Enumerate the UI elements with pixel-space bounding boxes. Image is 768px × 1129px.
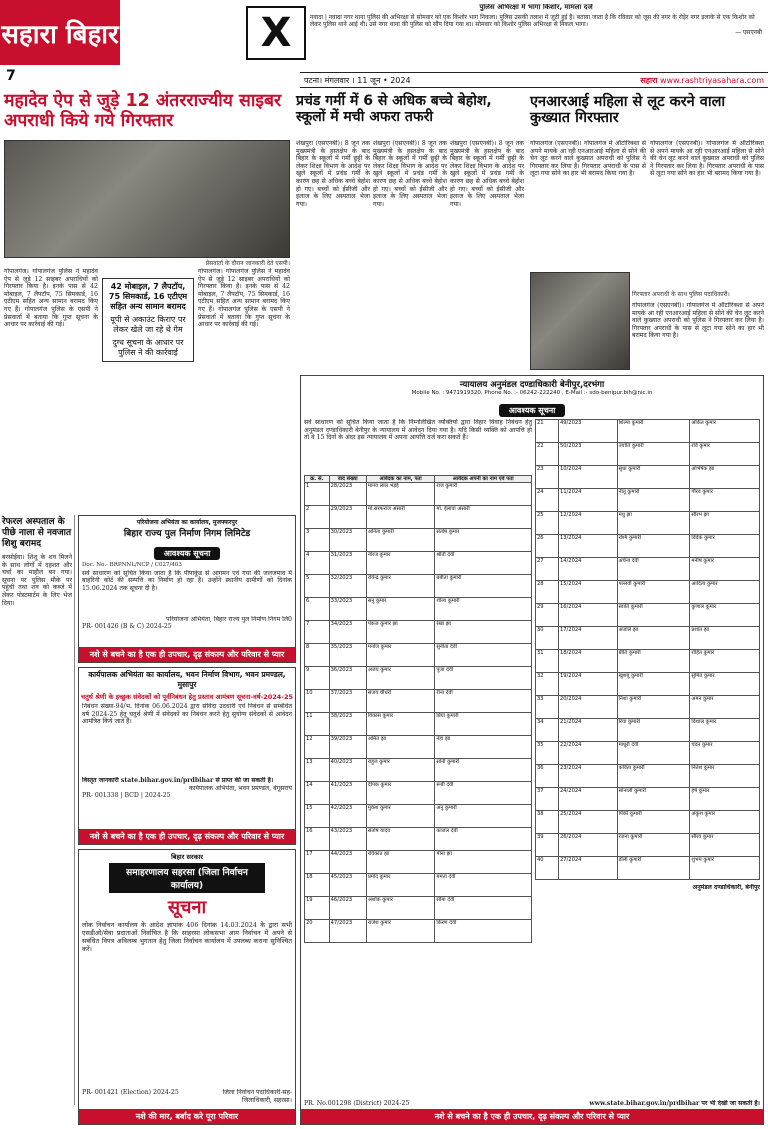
col-serial: क्र. सं. bbox=[305, 476, 330, 483]
notice-building-dept bbox=[78, 667, 296, 845]
notice2-pill: चतुर्थ श्रेणी के इच्छुक संवेदकों को पूर्वनिबंधन हेतु प्रस्ताव आमंत्रण सूचना-वर्ष-2024-25 bbox=[80, 693, 294, 701]
notice3-org: समाहरणालय सहरसा (जिला निर्वाचन कार्यालय) bbox=[109, 863, 265, 893]
table-cell: 1 bbox=[305, 483, 330, 506]
table-cell: 40 bbox=[536, 857, 559, 880]
court-table-right bbox=[535, 419, 760, 880]
table-row bbox=[305, 736, 532, 759]
table-cell: 31 bbox=[536, 650, 559, 673]
table-cell: हर्ष कुमार bbox=[690, 788, 760, 811]
court-contact: Mobile No. : 9471919320, Phone No. :- 06242-222240 , E-Mail :- sdo-benipur.bih@nic.in bbox=[411, 390, 653, 396]
table-row bbox=[305, 920, 532, 943]
table-cell: 19/2024 bbox=[558, 673, 617, 696]
court-marriage-notice bbox=[300, 375, 764, 1125]
left-story-photo bbox=[4, 140, 290, 258]
table-cell: रवि कुमार bbox=[690, 443, 760, 466]
table-row bbox=[536, 581, 760, 604]
table-row bbox=[305, 874, 532, 897]
table-cell: 42/2023 bbox=[329, 805, 366, 828]
table-cell: 36/2023 bbox=[329, 667, 366, 690]
table-cell: 15/2024 bbox=[558, 581, 617, 604]
table-cell: 27 bbox=[536, 558, 559, 581]
table-row bbox=[305, 897, 532, 920]
pullquote-line-3: दुग्ध सूचना के आधार पर पुलिस ने की कार्रवाई bbox=[112, 338, 184, 357]
middle-story-headline: प्रचंड गर्मी में 6 से अधिक बच्चे बेहोश, स्कूलों में मची अफरा तफरी bbox=[296, 93, 492, 125]
left-story-pullquote bbox=[102, 278, 194, 362]
court-table-left bbox=[304, 475, 532, 943]
table-cell: 45/2023 bbox=[329, 874, 366, 897]
table-cell: 10 bbox=[305, 690, 330, 713]
pullquote-line-1: 42 मोबाइल, 7 लैपटॉप, 75 सिमकार्ड, 16 एटीएम सहित अन्य सामान बरामद bbox=[108, 282, 188, 311]
table-row bbox=[536, 443, 760, 466]
table-row bbox=[536, 788, 760, 811]
table-cell: 6 bbox=[305, 598, 330, 621]
table-cell: ममता देवी bbox=[435, 874, 532, 897]
table-cell: 2 bbox=[305, 506, 330, 529]
table-cell: अजय कुमार bbox=[366, 667, 435, 690]
table-row bbox=[536, 558, 760, 581]
table-cell: रविन्द्र कुमार bbox=[366, 575, 435, 598]
table-row bbox=[305, 667, 532, 690]
table-cell: स्वाति कुमारी bbox=[617, 604, 690, 627]
table-cell: 37/2023 bbox=[329, 690, 366, 713]
table-cell: अशोक कुमार bbox=[366, 897, 435, 920]
side-column bbox=[0, 515, 75, 1105]
table-cell: राहुल कुमार bbox=[366, 759, 435, 782]
table-cell: 37 bbox=[536, 788, 559, 811]
table-cell: डॉली कुमारी bbox=[617, 857, 690, 880]
table-cell: 17/2024 bbox=[558, 627, 617, 650]
table-cell: 13/2024 bbox=[558, 535, 617, 558]
table-cell: 28 bbox=[536, 581, 559, 604]
table-cell: प्रशांत झा bbox=[690, 627, 760, 650]
table-row bbox=[536, 604, 760, 627]
notice3-footer: नशे की मार, बर्बाद करे पूरा परिवार bbox=[79, 1109, 295, 1124]
table-cell: सुमित कुमार bbox=[690, 673, 760, 696]
table-row bbox=[536, 627, 760, 650]
table-row bbox=[536, 719, 760, 742]
notice1-org: बिहार राज्य पुल निर्माण निगम लिमिटेड bbox=[123, 529, 251, 539]
notice-bridge-corp bbox=[78, 515, 296, 663]
table-cell: मनीष कुमार bbox=[690, 558, 760, 581]
notice1-footer: नशे से बचने का है एक ही उपचार, दृढ़ संकल्प और परिवार से प्यार bbox=[79, 647, 295, 662]
table-row bbox=[536, 857, 760, 880]
table-cell: दीपक कुमार bbox=[366, 782, 435, 805]
table-cell: सौरभ झा bbox=[690, 512, 760, 535]
table-cell: सीमा देवी bbox=[435, 897, 532, 920]
side-column-title: रेफरल अस्पताल के पीछे नाला से नवजात शिशु बरामद bbox=[2, 517, 72, 549]
table-cell: नीरज कुमार bbox=[366, 552, 435, 575]
table-cell: रिया कुमारी bbox=[617, 719, 690, 742]
table-cell: 46/2023 bbox=[329, 897, 366, 920]
table-cell: 49/2023 bbox=[558, 420, 617, 443]
top-strip-heading: पुलिस अभिरक्षा में भागा किशोर, मामला दर्ज bbox=[479, 4, 593, 11]
table-cell: 21 bbox=[536, 420, 559, 443]
right-story-headline: एनआरआई महिला से लूट करने वाला कुख्यात गिरफ्तार bbox=[530, 94, 726, 127]
table-row bbox=[536, 420, 760, 443]
table-cell: 39 bbox=[536, 834, 559, 857]
table-cell: अमित झा bbox=[366, 736, 435, 759]
table-cell: मीना झा bbox=[435, 851, 532, 874]
table-cell: श्रीती देवी bbox=[435, 552, 532, 575]
table-cell: 22 bbox=[536, 443, 559, 466]
table-row bbox=[536, 696, 760, 719]
table-cell: 24/2024 bbox=[558, 788, 617, 811]
table-cell: 43/2023 bbox=[329, 828, 366, 851]
notice-election-office bbox=[78, 849, 296, 1125]
table-cell: 38 bbox=[536, 811, 559, 834]
folio-bar bbox=[300, 72, 768, 88]
notice2-org: कार्यपालक अभियंता का कार्यालय, भवन निर्माण विभाग, भवन प्रमण्डल, मुसापुर bbox=[88, 670, 286, 689]
table-row bbox=[536, 489, 760, 512]
right-story-photo bbox=[530, 272, 630, 370]
table-row bbox=[305, 805, 532, 828]
table-cell: 23 bbox=[536, 466, 559, 489]
table-cell: 31/2023 bbox=[329, 552, 366, 575]
right-story-caption: गिरफ्तार अपराधी के साथ पुलिस पदाधिकारी। bbox=[632, 291, 730, 298]
table-cell: पूजा देवी bbox=[435, 667, 532, 690]
table-cell: अभिषेक झा bbox=[690, 466, 760, 489]
table-cell: 25 bbox=[536, 512, 559, 535]
table-row bbox=[536, 673, 760, 696]
table-cell: मधु झा bbox=[617, 512, 690, 535]
table-row bbox=[305, 621, 532, 644]
table-cell: 16 bbox=[305, 828, 330, 851]
table-cell: 47/2023 bbox=[329, 920, 366, 943]
table-cell: 29/2023 bbox=[329, 506, 366, 529]
table-row bbox=[536, 650, 760, 673]
table-cell: 29 bbox=[536, 604, 559, 627]
table-cell: संजय चौधरी bbox=[366, 690, 435, 713]
table-row bbox=[536, 742, 760, 765]
court-footer: नशे से बचने का है एक ही उपचार, दृढ़ संकल्प और परिवार से प्यार bbox=[301, 1109, 763, 1124]
table-cell: 14/2024 bbox=[558, 558, 617, 581]
table-cell: बबीता कुमारी bbox=[435, 575, 532, 598]
table-cell: 20/2024 bbox=[558, 696, 617, 719]
table-cell: 30/2023 bbox=[329, 529, 366, 552]
table-cell: नीतू कुमारी bbox=[617, 489, 690, 512]
table-cell: 26 bbox=[536, 535, 559, 558]
table-cell: रूबी देवी bbox=[435, 782, 532, 805]
notice3-text: लोक निर्वाचन कार्यालय के आदेश ज्ञापांक 406 दिनांक 14.03.2024 के द्वारा सभी एसडीओ/सेवा प्रदाताओं निर्वाचित है कि साहरसा लोकसभा आम निर्वाचन में अपने से सबंधित विपत्र अविलम्ब भुगतान हेतु जिला निर्वाचन कार्यालय में उपलब्ध कराना सुनिश्चित करें। bbox=[82, 921, 292, 953]
top-strip-text: नवादा | नवादा नगर थाना पुलिस की अभिरक्षा से सोमवार को एक किशोर भाग निकला। पुलिस उसकी तलाश में जुटी हुई है। बताया जाता है कि रविवार को जूस की नगर के रोड़ेर नगर इलाके से एक किशोर को लेकर पुलिस थाने आई थी। उसे नगर थाना की पुलिस को सौंप दिया गया था। सोमवार को किशोर पुलिस अभिरक्षा से निकल भागा। bbox=[310, 13, 755, 28]
masthead-logo: सहारा बिहार bbox=[0, 0, 120, 65]
notice1-pr: PR- 001426 (B & C) 2024-25 bbox=[82, 623, 172, 631]
table-cell: 20 bbox=[305, 920, 330, 943]
table-cell: 34 bbox=[536, 719, 559, 742]
table-cell: माधुरी देवी bbox=[617, 742, 690, 765]
table-cell: 10/2024 bbox=[558, 466, 617, 489]
table-cell: विकास कुमार bbox=[366, 713, 435, 736]
table-cell: 38/2023 bbox=[329, 713, 366, 736]
table-cell: शिल्पा कुमारी bbox=[617, 420, 690, 443]
table-cell: 41/2023 bbox=[329, 782, 366, 805]
table-row bbox=[305, 506, 532, 529]
notice2-url-note: विस्तृत जानकारी state.bihar.gov.in/prdbihar से प्राप्त की जा सकती है। bbox=[82, 777, 274, 784]
table-cell: 32 bbox=[536, 673, 559, 696]
table-cell: 35 bbox=[536, 742, 559, 765]
court-pr: PR. No.001298 (District) 2024-25 bbox=[304, 1100, 410, 1108]
table-row bbox=[305, 552, 532, 575]
notice3-sign: जिला निर्वाचन पदाधिकारी-सह-जिलाधिकारी, सहरसा। bbox=[222, 1089, 292, 1104]
notice1-text: सर्व साधारण को सूचित किया जाता है कि पीपाकुंड से आगमन एवं गया की जलजमाव में बाहरिनी कोर्ट की सम्पत्ति का निर्माण हो रहा है। उन्होंने स्थानीय ग्रामीणों को दिनांक 15.06.2024 तक सूचना दी है। bbox=[82, 569, 292, 592]
table-cell: राजेश कुमार bbox=[366, 920, 435, 943]
court-url-note: www.state.bihar.gov.in/prdbihar पर भी देखी जा सकती है। bbox=[589, 1100, 760, 1108]
table-cell: शुभम कुमार bbox=[690, 857, 760, 880]
table-cell: 32/2023 bbox=[329, 575, 366, 598]
table-cell: 25/2024 bbox=[558, 811, 617, 834]
table-cell: 21/2024 bbox=[558, 719, 617, 742]
table-row bbox=[305, 575, 532, 598]
court-pill: आवश्यक सूचना bbox=[499, 404, 566, 417]
table-cell: 50/2023 bbox=[558, 443, 617, 466]
table-cell: 39/2023 bbox=[329, 736, 366, 759]
table-cell: गौरव कुमार bbox=[690, 489, 760, 512]
notice1-sign: परियोजना अभियंता, बिहार राज्य पुल निर्माण निगम लि0 bbox=[166, 615, 292, 623]
table-cell: विवेक कुमार bbox=[690, 535, 760, 558]
table-cell: सनु कुमार bbox=[366, 598, 435, 621]
table-cell: सुनीता देवी bbox=[435, 644, 532, 667]
table-row bbox=[305, 782, 532, 805]
table-cell: 22/2024 bbox=[558, 742, 617, 765]
pullquote-line-2: यूपी से अकाउंट किराए पर लेकर खेले जा रहे थे गेम bbox=[110, 315, 186, 334]
table-row bbox=[305, 828, 532, 851]
notice3-gov: बिहार सरकार bbox=[171, 853, 203, 861]
table-cell: 14 bbox=[305, 782, 330, 805]
top-strip-byline: — एसएनबी bbox=[735, 28, 762, 36]
table-cell: रीना देवी bbox=[435, 690, 532, 713]
table-row bbox=[305, 713, 532, 736]
table-row bbox=[536, 765, 760, 788]
table-cell: पिंकी कुमारी bbox=[617, 811, 690, 834]
table-cell: 4 bbox=[305, 552, 330, 575]
table-cell: कुणाल कुमार bbox=[690, 604, 760, 627]
table-row bbox=[305, 483, 532, 506]
table-cell: मो.सरफराज अंसारी bbox=[366, 506, 435, 529]
notice2-pr: PR- 001338 | BCD | 2024-25 bbox=[82, 792, 171, 800]
table-cell: 3 bbox=[305, 529, 330, 552]
left-story-body-cont: गोपालगंज। गोपालगंज पुलिस ने महादेव ऐप से जुड़े 12 साइबर अपराधियों को गिरफ्तार किया है। इनके पास से 42 मोबाइल, 7 लैपटॉप, 75 सिमकार्ड, 16 एटीएम सहित अन्य सामान बरामद किए गए हैं। गोपालगंज पुलिस के एसपी ने प्रेसवार्ता में बताया कि गुप्त सूचना के आधार पर कार्रवाई की गई। bbox=[198, 268, 290, 329]
table-cell: नेहा झा bbox=[435, 736, 532, 759]
top-strip-story bbox=[310, 4, 762, 62]
page-number: 7 bbox=[6, 68, 16, 84]
table-cell: 8 bbox=[305, 644, 330, 667]
table-cell: सुधा कुमारी bbox=[617, 466, 690, 489]
table-cell: प्रिया कुमारी bbox=[435, 713, 532, 736]
notice3-title: सूचना bbox=[167, 897, 207, 918]
table-cell: सोनाली कुमारी bbox=[617, 788, 690, 811]
table-cell: 19 bbox=[305, 897, 330, 920]
table-cell: 44/2023 bbox=[329, 851, 366, 874]
table-cell: काजल देवी bbox=[435, 828, 532, 851]
right-story-body-1: गोपालगंज (एसएनबी)। गोपालगंज में ऑटोरिक्शा से अपने मायके आ रही एनआरआई महिला से सोने की चेन लूट करने वाले कुख्यात अपराधी को पुलिस ने गिरफ्तार कर लिया है। गिरफ्तार अपराधी के पास से लूटा गया सोने का हार भी बरामद किया गया है। bbox=[530, 140, 646, 178]
left-story-caption: प्रेसवार्ता के दौरान जानकारी देते एसपी। bbox=[205, 260, 290, 267]
table-row bbox=[536, 512, 760, 535]
table-cell: 28/2023 bbox=[329, 483, 366, 506]
table-cell: 23/2024 bbox=[558, 765, 617, 788]
table-cell: चंदन कुमार bbox=[690, 742, 760, 765]
notice2-sign: कार्यपालक अभियंता, भवन प्रमण्डल, बेगूसराय bbox=[188, 784, 292, 792]
table-cell: मनोज कुमार bbox=[366, 644, 435, 667]
table-cell: नितेश कुमार bbox=[690, 765, 760, 788]
right-story-body-2: गोपालगंज (एसएनबी)। गोपालगंज में ऑटोरिक्शा से अपने मायके आ रही एनआरआई महिला से सोने की चेन लूट करने वाले कुख्यात अपराधी को पुलिस ने गिरफ्तार कर लिया है। गिरफ्तार अपराधी के पास से लूटा गया सोने का हार भी बरामद किया गया है। bbox=[650, 140, 764, 178]
table-cell: 27/2024 bbox=[558, 857, 617, 880]
table-cell: रश्मि कुमारी bbox=[617, 535, 690, 558]
table-cell: प्रीति कुमारी bbox=[617, 650, 690, 673]
notice1-pill: आवश्यक सूचना bbox=[154, 547, 221, 560]
table-row bbox=[536, 466, 760, 489]
table-cell: रेखा झा bbox=[435, 621, 532, 644]
col-spouse: आवेदक अपनी का नाम एवं पता bbox=[435, 476, 532, 483]
middle-story-body-3: शेखपुरा (एसएनबी)। 8 जून तक मुख्यमंत्री के हस्तक्षेप के बाद बिहार के स्कूलों में गर्मी छुट्टी के लेकर शिक्षा विभाग के आदेश पर खुले स्कूलों में प्रचंड गर्मी के कारण छह से अधिक बच्चे बेहोश हो गए। बच्चों को ईसीजी और इलाज के लिए अस्पताल भेजा गया। bbox=[450, 140, 524, 208]
table-row bbox=[305, 598, 532, 621]
table-row bbox=[536, 834, 760, 857]
table-cell: 16/2024 bbox=[558, 604, 617, 627]
table-cell: अमन कुमार bbox=[690, 696, 760, 719]
table-cell: 5 bbox=[305, 575, 330, 598]
table-cell: 9 bbox=[305, 667, 330, 690]
middle-story-body-1: शेखपुरा (एसएनबी)। 8 जून तक मुख्यमंत्री के हस्तक्षेप के बाद बिहार के स्कूलों में गर्मी छुट्टी के लेकर शिक्षा विभाग के आदेश पर खुले स्कूलों में प्रचंड गर्मी के कारण छह से अधिक बच्चे बेहोश हो गए। बच्चों को ईसीजी और इलाज के लिए अस्पताल भेजा गया। bbox=[296, 140, 370, 208]
table-cell: 26/2024 bbox=[558, 834, 617, 857]
table-cell: पल्लवी कुमारी bbox=[617, 581, 690, 604]
table-cell: अनिता कुमारी bbox=[366, 529, 435, 552]
notice2-text: निबंधन संख्या-94/भ. दिनांक 06.06.2024 द्वारा संविदा उदधारी एवं निबंधन से सम्बंधित वर्ष 2024-25 हेतु चतुर्थ श्रेणी में संवेदकों का निबंधन करने हेतु सुयोग्य संवेदकों से आवेदन आमंत्रित किये जाते हैं। bbox=[82, 703, 292, 726]
table-cell: 33/2023 bbox=[329, 598, 366, 621]
table-cell: संतोष यादव bbox=[366, 828, 435, 851]
table-cell: खुशबू कुमारी bbox=[617, 673, 690, 696]
table-cell: अनु कुमारी bbox=[435, 805, 532, 828]
table-cell: 40/2023 bbox=[329, 759, 366, 782]
table-row bbox=[305, 851, 532, 874]
table-cell: 30 bbox=[536, 627, 559, 650]
table-cell: मो. ईलावा अंसारी bbox=[435, 506, 532, 529]
court-org: न्यायालय अनुमंडल दण्डाधिकारी बेनीपुर,दरभंगा bbox=[459, 380, 605, 390]
table-cell: 24 bbox=[536, 489, 559, 512]
table-row bbox=[536, 811, 760, 834]
court-sign: अनुमंडल दण्डाधिकारी, बेनीपुर bbox=[692, 884, 760, 891]
table-cell: 7 bbox=[305, 621, 330, 644]
table-cell: रोहित कुमार bbox=[690, 650, 760, 673]
notice1-ref: Doc. No.- BRPNNL/NCP / C027/403 bbox=[82, 562, 182, 568]
table-cell: 35/2023 bbox=[329, 644, 366, 667]
table-cell: 33 bbox=[536, 696, 559, 719]
table-cell: 18 bbox=[305, 874, 330, 897]
table-row bbox=[305, 690, 532, 713]
table-cell: मुकेश कुमार bbox=[366, 805, 435, 828]
table-cell: सौरव कुमार bbox=[690, 834, 760, 857]
table-cell: 18/2024 bbox=[558, 650, 617, 673]
table-cell: 12 bbox=[305, 736, 330, 759]
table-cell: 13 bbox=[305, 759, 330, 782]
col-applicant: आवेदक का नाम, पता bbox=[366, 476, 435, 483]
table-cell: आदित्य कुमार bbox=[690, 581, 760, 604]
table-row bbox=[305, 644, 532, 667]
col-case: वाद संख्या bbox=[329, 476, 366, 483]
right-story-body-3: गोपालगंज (एसएनबी)। गोपालगंज में ऑटोरिक्शा से अपने मायके आ रही एनआरआई महिला से सोने की चेन लूट करने वाले कुख्यात अपराधी को पुलिस ने गिरफ्तार कर लिया है। गिरफ्तार अपराधी के पास से लूटा गया सोने का हार भी बरामद किया गया है। bbox=[632, 302, 764, 340]
table-cell: निशा कुमारी bbox=[617, 696, 690, 719]
table-cell: किरण देवी bbox=[435, 920, 532, 943]
left-story-body: गोपालगंज। गोपालगंज पुलिस ने महादेव ऐप से जुड़े 12 साइबर अपराधियों को गिरफ्तार किया है। इनके पास से 42 मोबाइल, 7 लैपटॉप, 75 सिमकार्ड, 16 एटीएम सहित अन्य सामान बरामद किए गए हैं। गोपालगंज पुलिस के एसपी ने प्रेसवार्ता में बताया कि गुप्त सूचना के आधार पर कार्रवाई की गई। bbox=[4, 268, 98, 329]
table-cell: रंजना कुमारी bbox=[617, 834, 690, 857]
table-cell: ज्योति कुमारी bbox=[617, 443, 690, 466]
table-cell: 17 bbox=[305, 851, 330, 874]
side-column-body: बरसोईया। शिशु के शव मिलने के साथ लोगों में दहशत और चर्चा का माहौल बन गया। सूचना पर पुलिस मौके पर पहुंची तथा शव को कब्जे में लेकर पोस्टमार्टम के लिए भेज दिया। bbox=[2, 554, 72, 607]
folio-date: पटना। मंगलवार । 11 जून • 2024 bbox=[304, 75, 411, 85]
folio-site-link[interactable]: www.rashtriyasahara.com bbox=[659, 75, 764, 85]
table-cell: पंकज कुमार झा bbox=[366, 621, 435, 644]
table-cell: अंजलि झा bbox=[617, 627, 690, 650]
table-cell: प्रमोद कुमार bbox=[366, 874, 435, 897]
notice3-pr: PR- 001421 (Election) 2024-25 bbox=[82, 1089, 179, 1096]
table-cell: सोनी कुमारी bbox=[435, 759, 532, 782]
table-cell: अंकित कुमार bbox=[690, 420, 760, 443]
notice1-sub: परियोजना अभियंता का कार्यालय, मुजफ्फरपुर bbox=[136, 519, 238, 526]
table-cell: 11 bbox=[305, 713, 330, 736]
table-cell: 36 bbox=[536, 765, 559, 788]
table-row bbox=[305, 759, 532, 782]
folio-brand: सहारा bbox=[640, 75, 658, 85]
table-cell: शीला कुमारी bbox=[435, 598, 532, 621]
x-logo-icon: X bbox=[246, 6, 306, 60]
table-cell: अर्चना देवी bbox=[617, 558, 690, 581]
table-cell: 15 bbox=[305, 805, 330, 828]
table-cell: 34/2023 bbox=[329, 621, 366, 644]
table-cell: रविकांत झा bbox=[366, 851, 435, 874]
middle-story-body-2: शेखपुरा (एसएनबी)। 8 जून तक मुख्यमंत्री के हस्तक्षेप के बाद बिहार के स्कूलों में गर्मी छुट्टी के लेकर शिक्षा विभाग के आदेश पर खुले स्कूलों में प्रचंड गर्मी के कारण छह से अधिक बच्चे बेहोश हो गए। बच्चों को ईसीजी और इलाज के लिए अस्पताल भेजा गया। bbox=[373, 140, 447, 208]
table-cell: अंकुश कुमार bbox=[690, 811, 760, 834]
notice2-footer: नशे से बचने का है एक ही उपचार, दृढ़ संकल्प और परिवार से प्यार bbox=[79, 829, 295, 844]
table-cell: राज कुमारी bbox=[435, 483, 532, 506]
left-story-headline: महादेव ऐप से जुड़े 12 अंतरराज्यीय साइबर अपराधी किये गये गिरफ्तार bbox=[4, 91, 282, 131]
table-row bbox=[305, 529, 532, 552]
table-cell: संतोष कुमार bbox=[435, 529, 532, 552]
table-cell: विशाल कुमार bbox=[690, 719, 760, 742]
table-row bbox=[536, 535, 760, 558]
table-cell: मानव लाल भड़ई bbox=[366, 483, 435, 506]
table-cell: 12/2024 bbox=[558, 512, 617, 535]
table-cell: 11/2024 bbox=[558, 489, 617, 512]
table-cell: कविता कुमारी bbox=[617, 765, 690, 788]
court-text: सर्व साधारण को सूचित किया जाता है कि निम्नलिखित व्यक्तियों द्वारा विहार विवाह निबंधन हेतु अनुमंडल दण्डाधिकारी बेनीपुर के न्यायालय में आवेदन दिया गया है। यदि किसी व्यक्ति को आपत्ति हो तो वे 15 दिनों के अंदर इस न्यायालय में अपना आपत्ति दर्ज करा सकते हैं। bbox=[304, 419, 532, 442]
